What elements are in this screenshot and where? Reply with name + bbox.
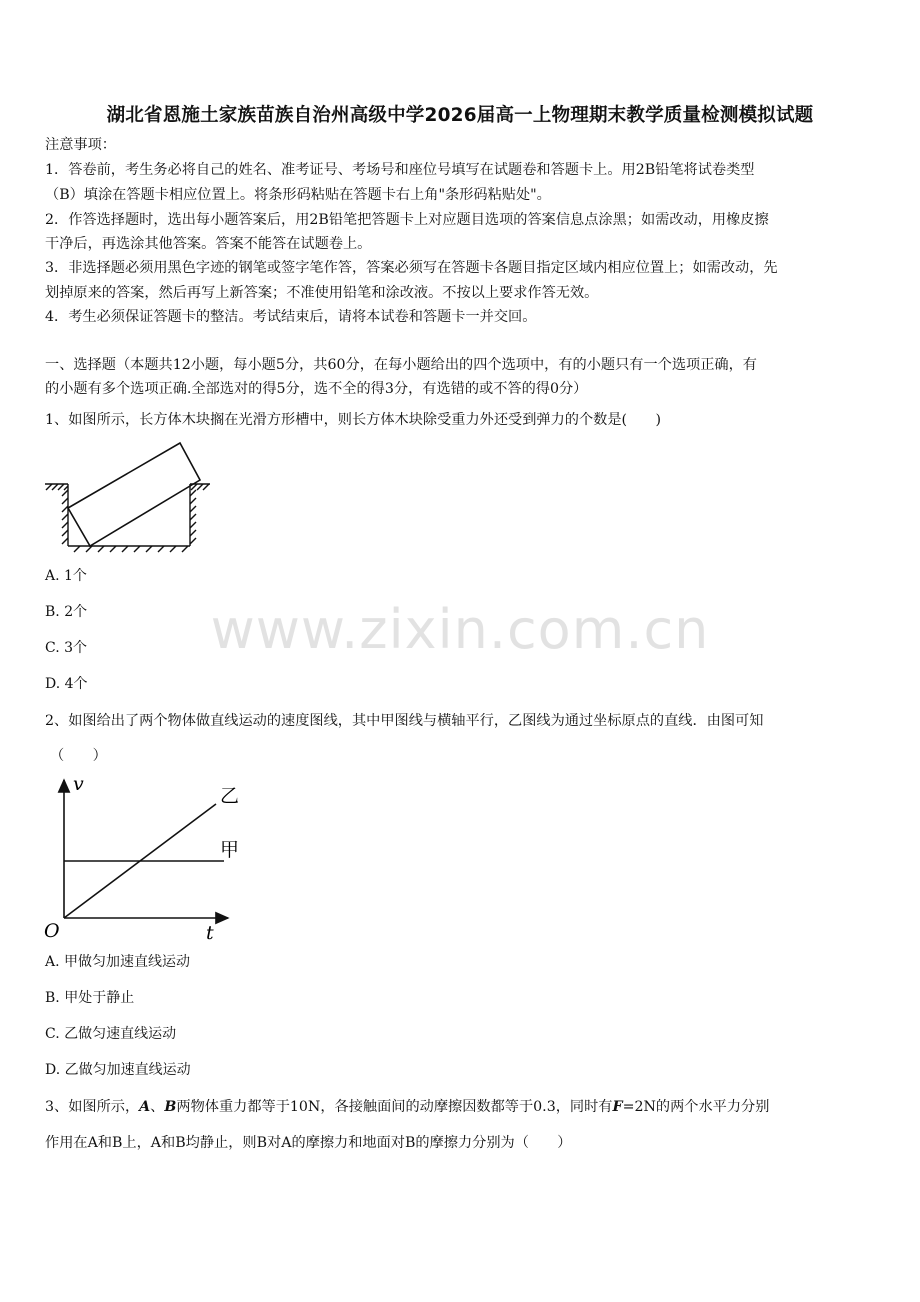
label-jia: 甲 [220,839,240,861]
page-title: 湖北省恩施土家族苗族自治州高级中学2026届高一上物理期末教学质量检测模拟试题 [106,105,814,126]
q3-var-a: A [139,1099,151,1115]
section-heading-line-2: 的小题有多个选项正确.全部选对的得5分，选不全的得3分，有选错的或不答的得0分） [45,381,588,397]
watermark: www.zixin.com.cn [210,598,710,661]
q3-text: 、 [150,1099,165,1115]
q1-option-d: D. 4个 [45,676,88,692]
notice-line-6: 划掉原来的答案，然后再写上新答案；不准使用铅笔和涂改液。不按以上要求作答无效。 [45,285,599,301]
notice-line-7: 4．考生必须保证答题卡的整洁。考试结束后，请将本试卷和答题卡一并交回。 [45,309,537,325]
notice-line-1: 1．答卷前，考生务必将自己的姓名、准考证号、考场号和座位号填写在试题卷和答题卡上。用2B铅笔将试卷类型 [45,162,755,178]
q2-option-d: D. 乙做匀加速直线运动 [45,1062,191,1078]
notice-line-5: 3．非选择题必须用黑色字迹的钢笔或签字笔作答，答案必须写在答题卡各题目指定区域内相应位置上；如需改动，先 [45,260,778,276]
q3-stem-line-1 [45,1096,877,1118]
q2-stem-continuation: （ ） [50,748,107,764]
section-heading-line-1: 一、选择题（本题共12小题，每小题5分，共60分，在每小题给出的四个选项中，有的小题只有一个选项正确，有 [45,357,757,373]
q2-option-c: C. 乙做匀速直线运动 [45,1026,177,1042]
q3-var-b: B [164,1099,177,1115]
origin-label: O [44,920,60,942]
q2-stem: 2、如图给出了两个物体做直线运动的速度图线，其中甲图线与横轴平行，乙图线为通过坐标原点的直线．由图可知 [45,713,764,729]
notice-line-3: 2．作答选择题时，选出每小题答案后，用2B铅笔把答题卡上对应题目选项的答案信息点涂黑；如需改动，用橡皮擦 [45,212,769,228]
q1-option-c: C. 3个 [45,640,88,656]
q3-text: 3、如图所示， [45,1099,140,1115]
q1-option-b: B. 2个 [45,604,88,620]
q1-groove-figure [40,438,215,558]
q3-text: 两物体重力都等于10N，各接触面间的动摩擦因数都等于0.3，同时有 [176,1099,613,1115]
notice-heading: 注意事项： [45,137,116,153]
q3-stem-line-2: 作用在A和B上，A和B均静止，则B对A的摩擦力和地面对B的摩擦力分别为（ ） [45,1135,572,1151]
q1-stem: 1、如图所示，长方体木块搁在光滑方形槽中，则长方体木块除受重力外还受到弹力的个数是( ) [45,412,661,428]
label-yi: 乙 [220,785,240,807]
q2-vt-graph [40,770,250,945]
notice-line-2: （B）填涂在答题卡相应位置上。将条形码粘贴在答题卡右上角"条形码粘贴处"。 [45,187,551,203]
axis-label-v: v [73,773,84,795]
q1-option-a: A. 1个 [45,568,87,584]
q2-option-a: A. 甲做匀加速直线运动 [45,954,191,970]
axis-label-t: t [206,922,214,944]
q3-var-f: F [612,1099,623,1115]
notice-line-4: 干净后，再选涂其他答案。答案不能答在试题卷上。 [45,236,372,252]
q2-option-b: B. 甲处于静止 [45,990,135,1006]
q3-text: =2N的两个水平力分别 [622,1099,770,1115]
